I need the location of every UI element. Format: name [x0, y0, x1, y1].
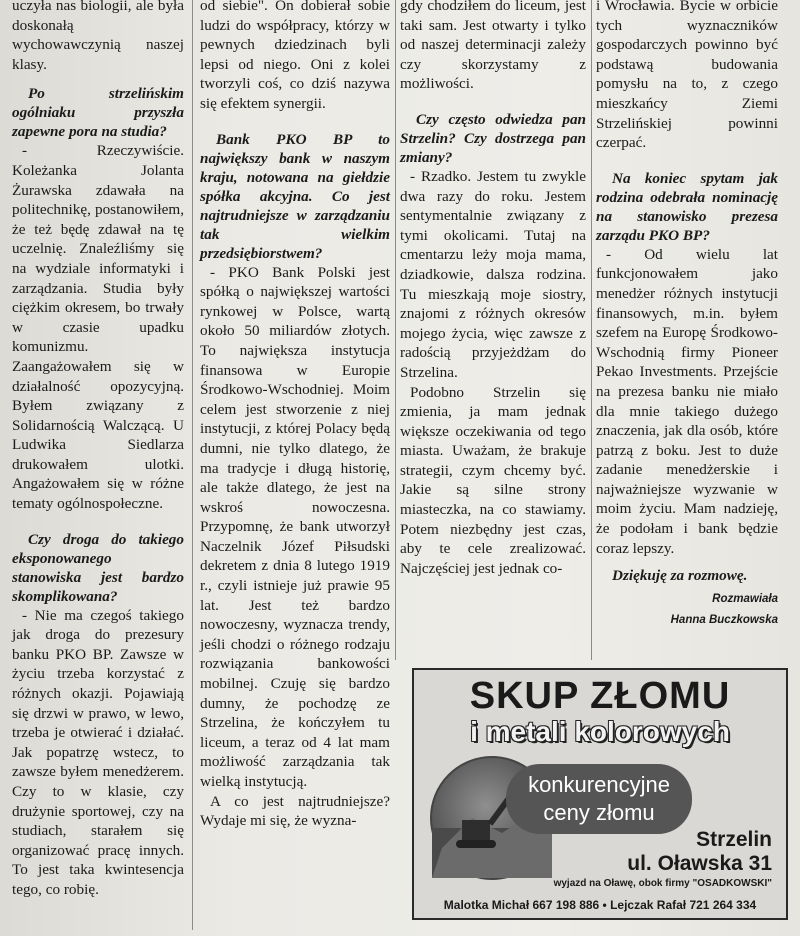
article-paragraph: Podobno Strzelin się zmienia, ja mam jednak większe oczekiwania od tego miasta. Uważam, że brakuje strategii, czym chcemy być. Jakie są silne strony miasteczka, na co stawiamy. Potem niezbędny jest czas, aby te cele zrealizować. Najczęściej jest jednak co-: [400, 383, 586, 577]
ad-contacts: Malotka Michał 667 198 886 • Lejczak Rafał 721 264 334: [443, 898, 757, 912]
column-divider: [395, 0, 396, 660]
article-column-1: [12, 0, 184, 936]
interview-question: Na koniec spytam jak rodzina odebrała nominację na stanowisko prezesa zarządu PKO BP?: [596, 169, 778, 244]
article-paragraph: i Wrocławia. Bycie w orbicie tych wyznaczników gospodarczych powinno być podstawą budowania pomysłu na to, z czego mieszkańcy Ziemi Strzelińskiej powinni czerpać.: [596, 0, 778, 152]
article-paragraph: - Nie ma czegoś takiego jak droga do prezesury banku PKO BP. Zawsze w życiu trzeba korzystać z różnych okazji. Pojawiają się drzwi w prawo, w lewo, trzeba je otwierać i działać. Jak popatrzę wstecz, to zawsze byłem menedżerem. Czy to w klasie, czy drużynie sportowej, czy na studiach, starałem się organizować pracę innych. To jest taka kwintesencja tego, co robię.: [12, 606, 184, 898]
column-divider: [591, 0, 592, 660]
column-divider: [192, 0, 193, 930]
closing-thanks: Dziękuję za rozmowę.: [612, 567, 748, 585]
banner-line-1: konkurencyjne: [528, 772, 670, 797]
ad-subtitle: i metali kolorowych: [470, 716, 730, 747]
banner-line-2: ceny złomu: [543, 800, 655, 825]
author-byline: Hanna Buczkowska: [670, 613, 778, 626]
article-paragraph: - Rzadko. Jestem tu zwykle dwa razy do roku. Jestem sentymentalnie związany z tymi okolicami. Tutaj na cmentarzu leży moja mama, dziadkowie, dalsza rodzina. Tu mieszkają moje siostry, znajomi z różnych okresów mojego życia, więc zawsze z radością przyjeżdżam do Strzelina.: [400, 167, 586, 381]
ad-street: ul. Oławska 31: [627, 852, 772, 875]
article-paragraph: uczyła nas biologii, ale była doskonałą wychowawczynią naszej klasy.: [12, 0, 184, 73]
interview-question: Czy droga do takiego eksponowanego stanowiska jest bardzo skomplikowana?: [12, 530, 184, 605]
interview-question: Bank PKO BP to największy bank w naszym kraju, notowana na giełdzie spółka akcyjna. Co jest najtrudniejsze w zarządzaniu tak wielkim przedsiębiorstwem?: [200, 130, 390, 262]
interview-question: Czy często odwiedza pan Strzelin? Czy dostrzega pan zmiany?: [400, 110, 586, 166]
ad-title: SKUP ZŁOMU: [469, 675, 731, 717]
author-byline: Rozmawiała: [712, 592, 778, 605]
ad-city: Strzelin: [696, 828, 772, 851]
ad-directions: wyjazd na Oławę, obok firmy "OSADKOWSKI": [553, 878, 772, 889]
article-paragraph: gdy chodziłem do liceum, jest taki sam. Jest otwarty i tylko od naszej determinacji zależy czy skorzystamy z możliwości.: [400, 0, 586, 93]
article-paragraph: - Rzeczywiście. Koleżanka Jolanta Żurawska zdawała na politechnikę, postanowiłem, że też będę zdawał na tę uczelnię. Znaleźliśmy się na wydziale informatyki i zarządzania. Studia były ciężkim okresem, bo trwały w czasie upadku komunizmu. Zaangażowałem się w działalność opozycyjną. Byłem związany z Solidarnością Walczącą. U Ludwika Siedlarza drukowałem ulotki. Angażowałem się w różne tematy ogólnospołeczne.: [12, 142, 184, 513]
article-paragraph: od siebie". On dobierał sobie ludzi do współpracy, którzy w pewnych dziedzinach byli lepsi od niego. Oni z kolei tworzyli coś, co dziś nazywa się efektem synergii.: [200, 0, 390, 112]
article-column-2: [200, 0, 390, 936]
scrap-metal-advertisement: [412, 668, 788, 920]
price-banner: [506, 764, 692, 834]
interview-question: Po strzelińskim ogólniaku przyszła zapewne pora na studia?: [12, 85, 184, 141]
article-column-4: [596, 0, 778, 626]
article-column-3: [400, 0, 586, 651]
article-paragraph: A co jest najtrudniejsze? Wydaje mi się, że wyzna-: [200, 792, 390, 830]
article-paragraph: - PKO Bank Polski jest spółką o największej wartości rynkowej w Polsce, wartą około 50 miliardów złotych. To największa instytucja finansowa w Europie Środkowo-Wschodniej. Moim celem jest stworzenie z niej instytucji, z której Polacy będą dumni, nie tylko dlatego, że ma tradycje i długą historię, ale także dlatego, że jest na wskroś nowoczesna. Przypomnę, że bank utworzył Naczelnik Józef Piłsudski dekretem z dnia 8 lutego 1919 r., czyli istnieje już prawie 95 lat. Jest też bardzo nowoczesny, wyznacza trendy, jeśli chodzi o różnego rodzaju rozwiązania bankowości mobilnej. Czuję się bardzo dumny, że pochodzę ze Strzelina, że kończyłem tu liceum, a teraz od 4 lat mam możliwość zarządzania tak wielką instytucją.: [200, 263, 390, 790]
article-paragraph: - Od wielu lat funkcjonowałem jako menedżer różnych instytucji finansowych, m.in. byłem szefem na Europę Środkowo-Wschodnią firmy Pioneer Pekao Investments. Przejście na prezesa banku nie miało dla mnie takiego dużego znaczenia, jak dla osób, które patrzą z boku. Jest to duże zadanie menedżerskie i najważniejsze wyzwanie w moim życiu. Mam nadzieję, że podołam i bank będzie coraz lepszy.: [596, 245, 778, 557]
